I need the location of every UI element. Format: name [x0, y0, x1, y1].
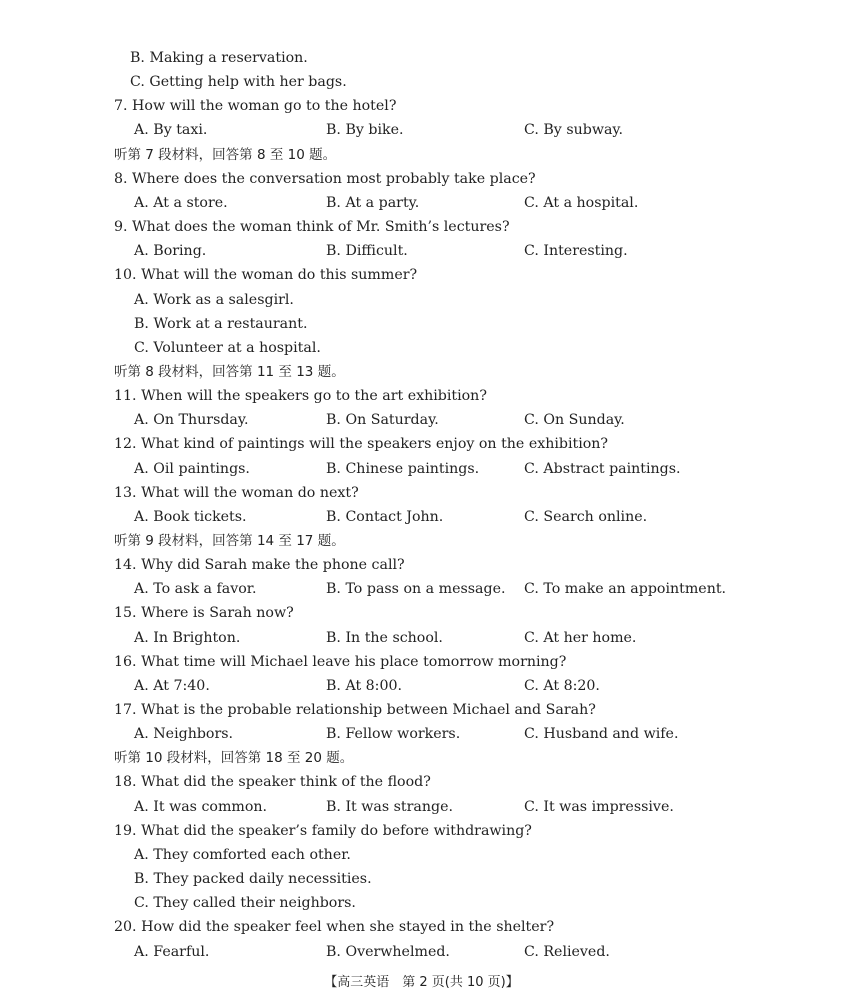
answer-option: C. By subway. [524, 122, 624, 138]
answer-option: C. Abstract paintings. [524, 461, 681, 477]
section-instruction: 听第 7 段材料，回答第 8 至 10 题。 [114, 147, 337, 163]
question-stem: 9. What does the woman think of Mr. Smith’s lectures? [114, 219, 510, 235]
question-stem: 7. How will the woman go to the hotel? [114, 98, 397, 114]
answer-option: B. At 8:00. [326, 678, 403, 694]
option-line: C. Getting help with her bags. [130, 74, 347, 90]
answer-option: C. They called their neighbors. [134, 895, 356, 911]
answer-option: A. They comforted each other. [134, 847, 351, 863]
answer-option: C. Relieved. [524, 944, 610, 960]
answer-option: A. To ask a favor. [134, 581, 257, 597]
question-stem: 15. Where is Sarah now? [114, 605, 294, 621]
question-stem: 11. When will the speakers go to the art exhibition? [114, 388, 487, 404]
question-stem: 14. Why did Sarah make the phone call? [114, 557, 405, 573]
answer-option: C. At 8:20. [524, 678, 600, 694]
question-stem: 16. What time will Michael leave his place tomorrow morning? [114, 654, 567, 670]
answer-option: B. At a party. [326, 195, 420, 211]
question-stem: 18. What did the speaker think of the flood? [114, 774, 431, 790]
answer-option: B. In the school. [326, 630, 443, 646]
answer-option: B. To pass on a message. [326, 581, 506, 597]
section-instruction: 听第 9 段材料，回答第 14 至 17 题。 [114, 533, 345, 549]
answer-option: C. Search online. [524, 509, 648, 525]
question-stem: 20. How did the speaker feel when she stayed in the shelter? [114, 919, 555, 935]
answer-option: C. At a hospital. [524, 195, 639, 211]
answer-option: B. It was strange. [326, 799, 454, 815]
question-stem: 8. Where does the conversation most probably take place? [114, 171, 536, 187]
answer-option: B. Chinese paintings. [326, 461, 480, 477]
answer-option: B. They packed daily necessities. [134, 871, 372, 887]
answer-option: A. Oil paintings. [134, 461, 250, 477]
answer-option: C. On Sunday. [524, 412, 625, 428]
answer-option: A. Fearful. [134, 944, 210, 960]
answer-option: B. Fellow workers. [326, 726, 461, 742]
section-instruction: 听第 10 段材料，回答第 18 至 20 题。 [114, 750, 354, 766]
page-footer: 【高三英语 第 2 页(共 10 页)】 [324, 975, 519, 990]
answer-option: C. Volunteer at a hospital. [134, 340, 321, 356]
answer-option: C. It was impressive. [524, 799, 674, 815]
answer-option: A. Work as a salesgirl. [134, 292, 294, 308]
answer-option: B. Overwhelmed. [326, 944, 450, 960]
answer-option: A. At 7:40. [134, 678, 210, 694]
answer-option: B. Work at a restaurant. [134, 316, 308, 332]
answer-option: C. Interesting. [524, 243, 628, 259]
question-stem: 17. What is the probable relationship between Michael and Sarah? [114, 702, 596, 718]
answer-option: A. At a store. [134, 195, 228, 211]
question-stem: 13. What will the woman do next? [114, 485, 359, 501]
answer-option: C. To make an appointment. [524, 581, 727, 597]
question-stem: 19. What did the speaker’s family do before withdrawing? [114, 823, 532, 839]
answer-option: A. Boring. [134, 243, 207, 259]
answer-option: A. It was common. [134, 799, 268, 815]
answer-option: B. On Saturday. [326, 412, 439, 428]
question-stem: 10. What will the woman do this summer? [114, 267, 418, 283]
answer-option: A. Book tickets. [134, 509, 247, 525]
option-line: B. Making a reservation. [130, 50, 308, 66]
answer-option: B. Difficult. [326, 243, 408, 259]
answer-option: A. On Thursday. [134, 412, 249, 428]
section-instruction: 听第 8 段材料，回答第 11 至 13 题。 [114, 364, 345, 380]
answer-option: C. Husband and wife. [524, 726, 679, 742]
answer-option: A. In Brighton. [134, 630, 241, 646]
answer-option: A. By taxi. [134, 122, 208, 138]
answer-option: B. Contact John. [326, 509, 444, 525]
question-stem: 12. What kind of paintings will the speakers enjoy on the exhibition? [114, 436, 609, 452]
answer-option: C. At her home. [524, 630, 637, 646]
answer-option: B. By bike. [326, 122, 404, 138]
answer-option: A. Neighbors. [134, 726, 234, 742]
